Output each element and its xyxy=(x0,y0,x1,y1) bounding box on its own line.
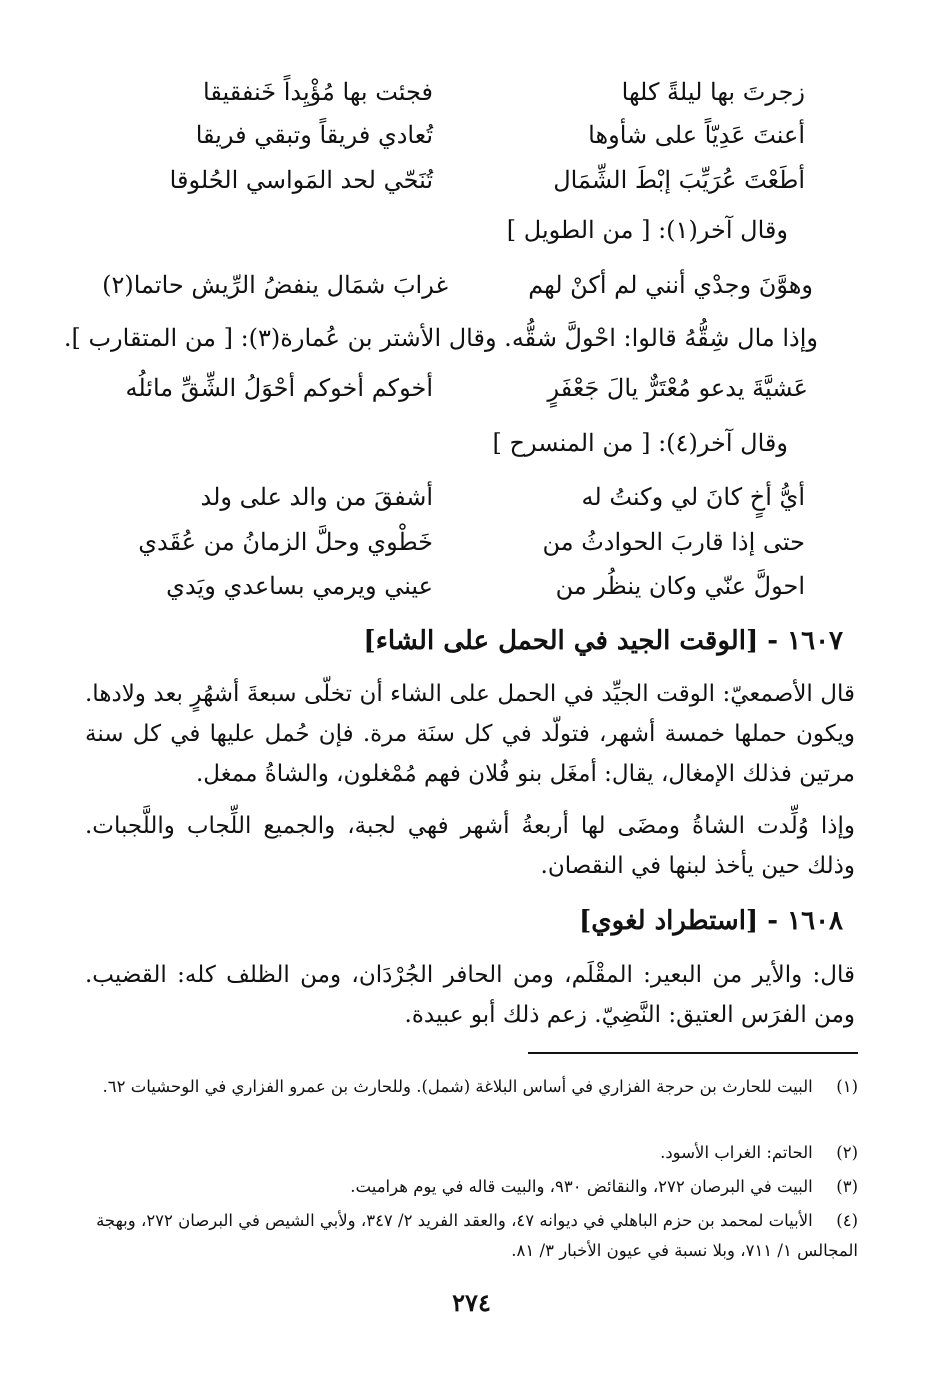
verse-intro: وقال آخر(٤): [ من المنسرح ] xyxy=(492,429,788,457)
verse-left-hemistich: تُعادي فريقاً وتبقي فريقا xyxy=(195,121,433,149)
verse-right-hemistich: عَشيَّةَ يدعو مُعْتَرٌّ يالَ جَعْفَرٍ xyxy=(547,374,808,402)
footnote-number: (٣) xyxy=(836,1177,858,1196)
verse-line xyxy=(0,160,943,200)
verse-line xyxy=(0,265,943,305)
footnote-text: الأبيات لمحمد بن حزم الباهلي في ديوانه ٤٧، والعقد الفريد ٢/ ٣٤٧، ولأبي الشيص في البرصان ٢٧٢، وبهجة المجالس ١/ ٧١١، وبلا نسبة في عيون الأخبار ٣/ ٨١. xyxy=(96,1211,858,1260)
footnote-number: (٢) xyxy=(836,1143,858,1162)
verse-left-hemistich: تُنَحّي لحد المَواسي الحُلوقا xyxy=(169,166,433,194)
verse-intro: وقال آخر(١): [ من الطويل ] xyxy=(506,216,788,244)
section-heading: ١٦٠٧ - [الوقت الجيد في الحمل على الشاء] xyxy=(363,626,843,656)
footnote-number: (٤) xyxy=(836,1211,858,1230)
verse-left-hemistich: أشفقَ من والد على ولد xyxy=(200,483,433,511)
verse-right-hemistich: أيُّ أخٍ كانَ لي وكنتُ له xyxy=(581,483,805,511)
footnote xyxy=(82,1138,858,1168)
verse-right-hemistich: وهوَّنَ وجدْي أنني لم أكنْ لهم xyxy=(528,271,813,299)
footnote xyxy=(82,1172,858,1202)
footnote-separator xyxy=(528,1052,858,1054)
verse-line xyxy=(0,115,943,155)
verse-left-hemistich: أخوكم أخوكم أحْوَلُ الشِّقِّ مائلُه xyxy=(125,374,433,402)
section-heading: ١٦٠٨ - [استطراد لغوي] xyxy=(579,906,843,936)
paragraph: قال الأصمعيّ: الوقت الجيِّد في الحمل على الشاء أن تخلّى سبعةَ أشهُرٍ بعد ولادها. ويكون حملها خمسة أشهر، فتولّد في كل سنَة مرة. فإن حُمل عليها في كل سنة مرتين فذلك الإمغال، يقال: أمغَل بنو فُلان فهم مُمْغلون، والشاةُ ممغل. xyxy=(85,681,855,787)
verse-left-hemistich: غرابَ شمَال ينفضُ الرِّيش حاتما(٢) xyxy=(102,271,448,299)
verse-line xyxy=(0,566,943,606)
verse-left-hemistich: فجئت بها مُؤْيِداً خَنفقيقا xyxy=(203,78,433,106)
verse-left-hemistich: خَطْوي وحلَّ الزمانُ من عُقَدي xyxy=(138,528,433,556)
verse-line xyxy=(0,477,943,517)
verse-intro: وإذا مال شِقُّهُ قالوا: احْولَّ شقُّه. وقال الأشتر بن عُمارة(٣): [ من المتقارب ]. xyxy=(63,324,818,352)
verse-left-hemistich: عيني ويرمي بساعدي ويَدي xyxy=(166,572,433,600)
footnote-text: البيت في البرصان ٢٧٢، والنقائض ٩٣٠، والبيت قاله في يوم هراميت. xyxy=(350,1177,813,1196)
verse-right-hemistich: حتى إذا قاربَ الحوادثُ من xyxy=(542,528,805,556)
footnote-number: (١) xyxy=(836,1077,858,1096)
footnote-text: الحاتم: الغراب الأسود. xyxy=(660,1143,813,1162)
verse-right-hemistich: أطَعْتَ عُرَيِّبَ إبْطَ الشِّمَال xyxy=(553,166,805,194)
verse-line xyxy=(0,368,943,408)
verse-line xyxy=(0,522,943,562)
verse-right-hemistich: أعنتَ عَدِيّاً على شأوها xyxy=(588,121,805,149)
paragraph: وإذا وُلِّدت الشاةُ ومضَى لها أربعةُ أشهر فهي لجبة، والجميع اللِّجاب واللَّجبات. وذلك حين يأخذ لبنها في النقصان. xyxy=(85,813,855,879)
paragraph: قال: والأير من البعير: المقْلَم، ومن الحافر الجُرْدَان، ومن الظلف كله: القضيب. ومن الفرَس العتيق: النَّضِيّ. زعم ذلك أبو عبيدة. xyxy=(85,962,855,1028)
verse-right-hemistich: زجرتَ بها ليلةً كلها xyxy=(621,78,805,106)
footnote xyxy=(82,1206,858,1266)
page-number: ٢٧٤ xyxy=(452,1288,491,1317)
footnote xyxy=(82,1072,858,1102)
verse-right-hemistich: احولَّ عنّي وكان ينظُر من xyxy=(555,572,805,600)
footnote-text: البيت للحارث بن حرجة الفزاري في أساس البلاغة (شمل). وللحارث بن عمرو الفزاري في الوحشيات ٦٢. xyxy=(102,1077,813,1096)
verse-line xyxy=(0,72,943,112)
